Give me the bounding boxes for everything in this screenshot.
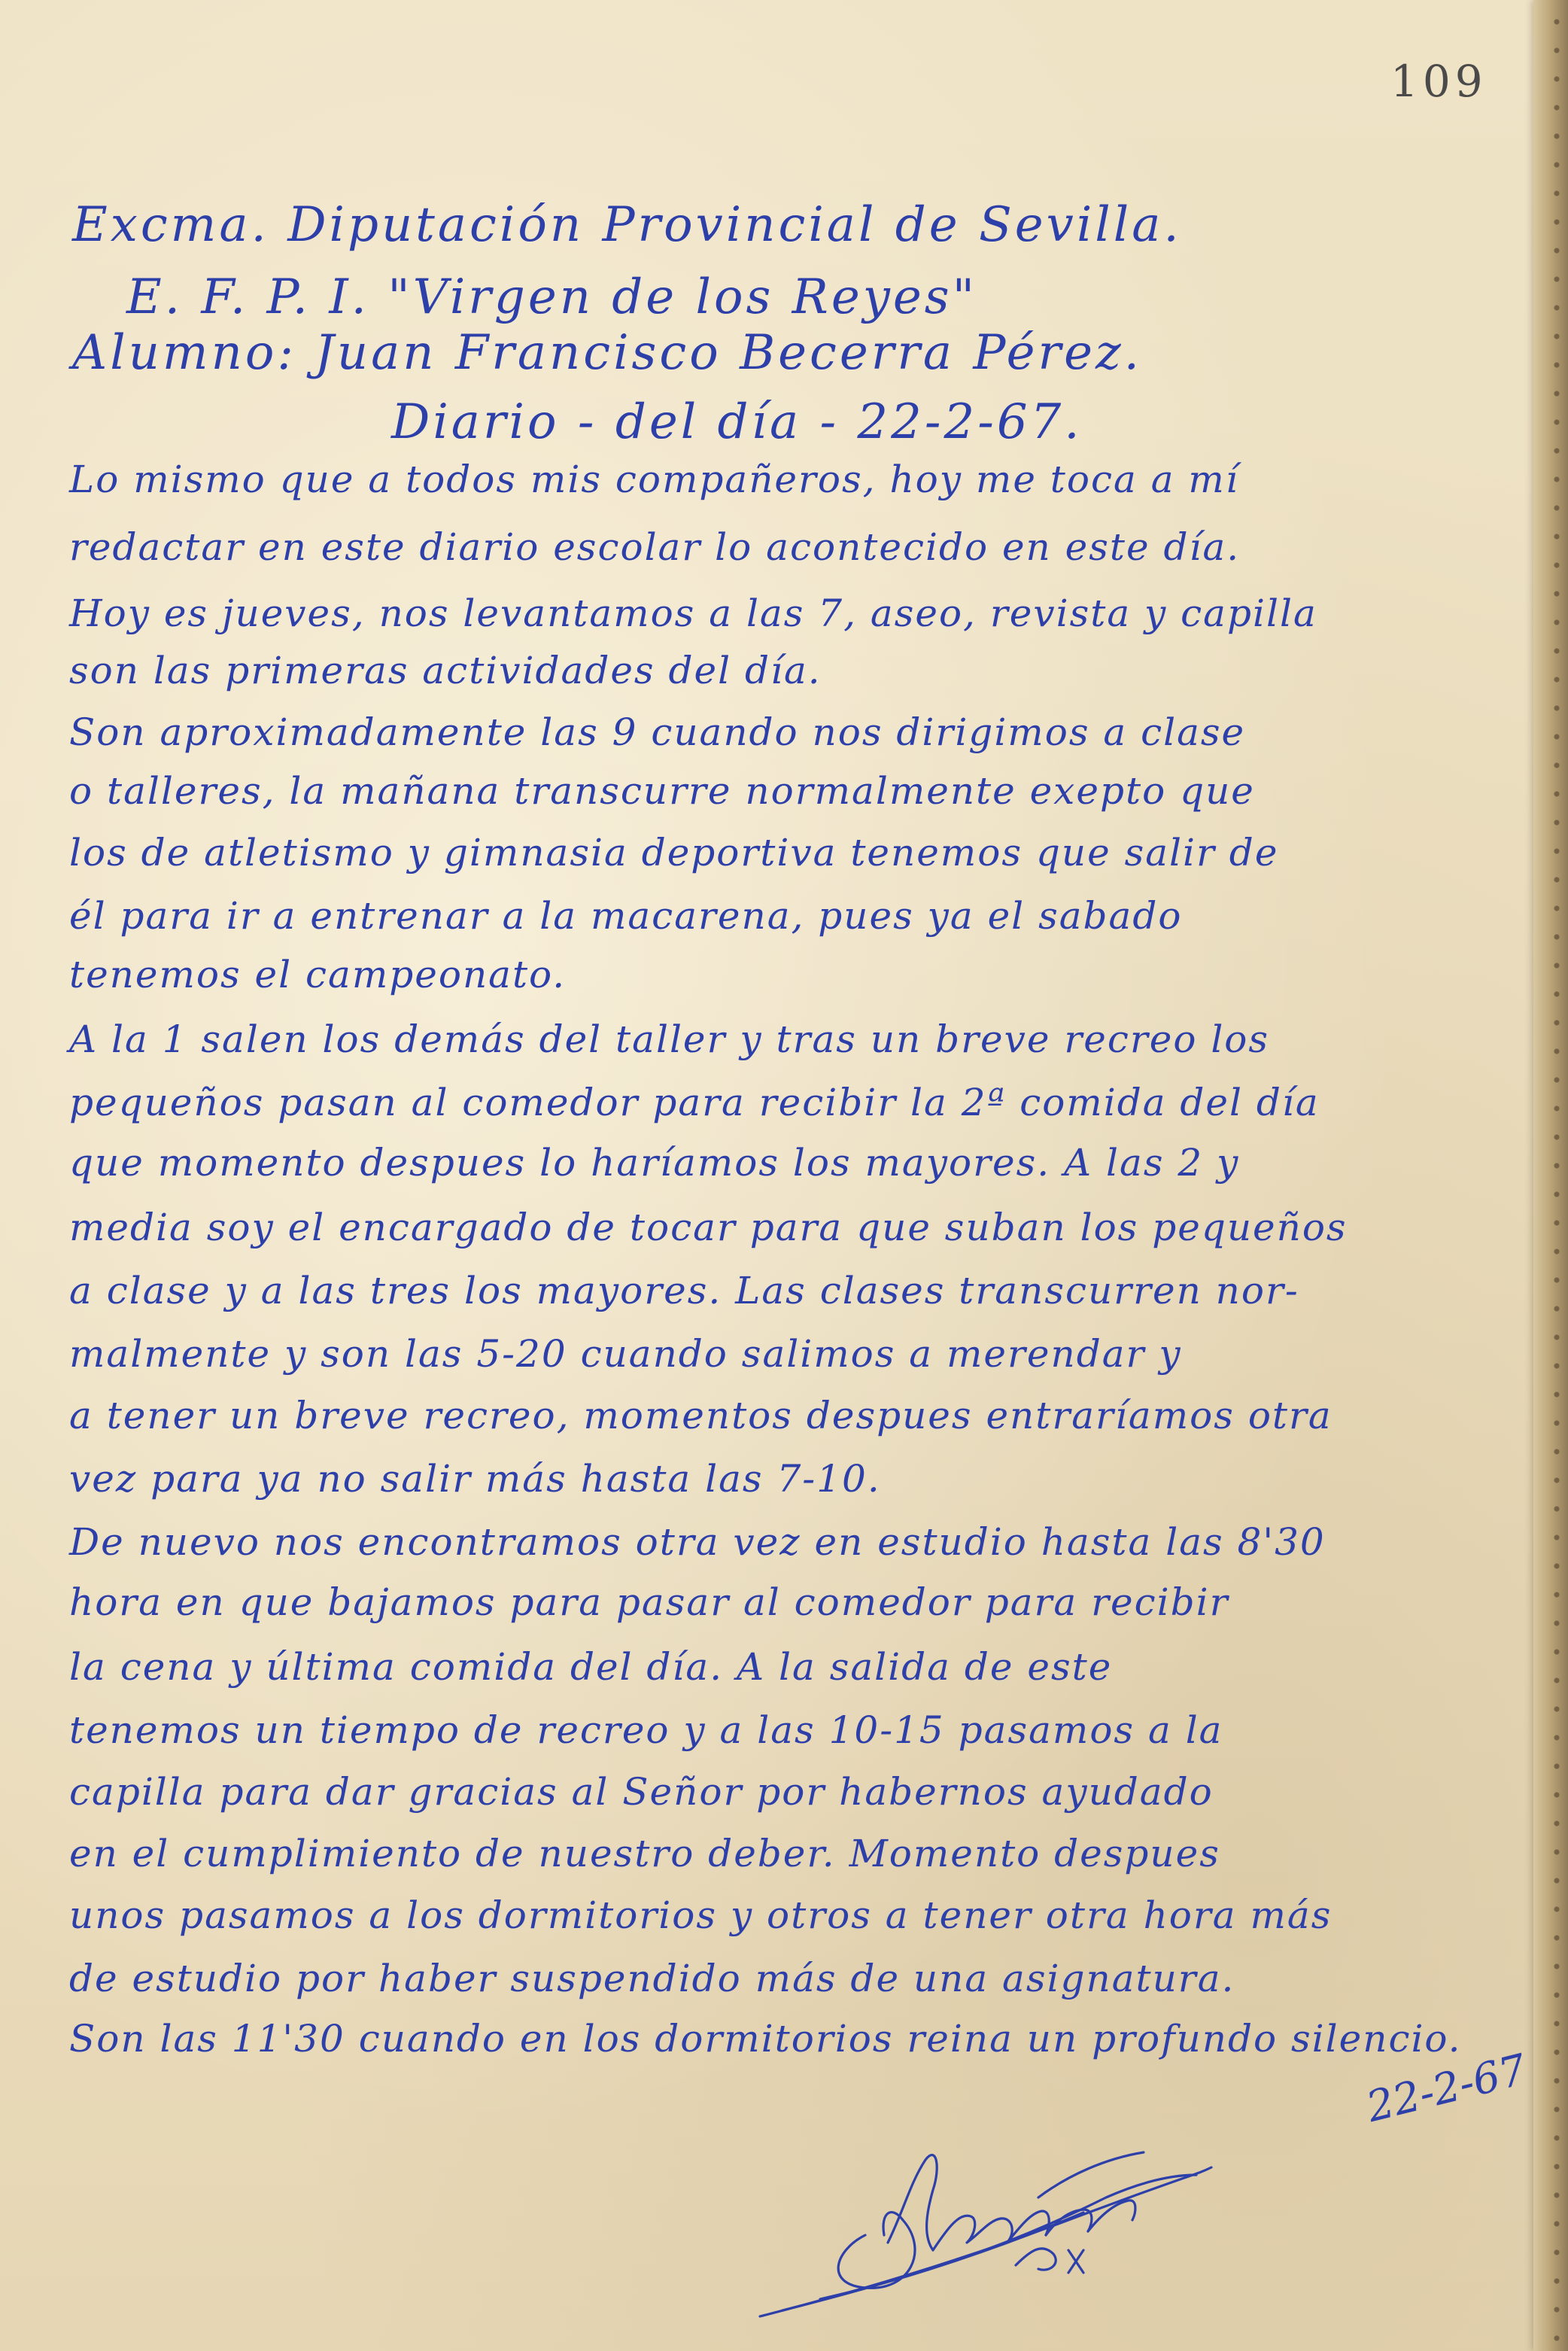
header-student: Alumno: Juan Francisco Becerra Pérez. — [72, 325, 1142, 381]
diary-line: media soy el encargado de tocar para que suban los pequeños — [69, 1206, 1348, 1249]
header-school: E. F. P. I. "Virgen de los Reyes" — [126, 269, 978, 325]
diary-line: capilla para dar gracias al Señor por habernos ayudado — [69, 1770, 1214, 1814]
diary-line: Son aproximadamente las 9 cuando nos dirigimos a clase — [69, 710, 1246, 754]
diary-line: Son las 11'30 cuando en los dormitorios reina un profundo silencio. — [69, 2017, 1462, 2061]
diary-line: De nuevo nos encontramos otra vez en estudio hasta las 8'30 — [69, 1520, 1326, 1564]
handwritten-date: 22-2-67 — [1362, 2045, 1532, 2133]
page-number: 109 — [1390, 56, 1487, 107]
diary-line: malmente y son las 5-20 cuando salimos a merendar y — [69, 1332, 1182, 1376]
diary-line: Lo mismo que a todos mis compañeros, hoy me toca a mí — [69, 458, 1239, 501]
diary-line: o talleres, la mañana transcurre normalmente exepto que — [69, 769, 1255, 813]
diary-line: él para ir a entrenar a la macarena, pues ya el sabado — [69, 894, 1183, 938]
header-institution: Excma. Diputación Provincial de Sevilla. — [72, 197, 1182, 253]
diary-line: redactar en este diario escolar lo acontecido en este día. — [69, 525, 1241, 569]
diary-line: la cena y última comida del día. A la salida de este — [69, 1645, 1113, 1689]
diary-line: vez para ya no salir más hasta las 7-10. — [69, 1457, 881, 1501]
diary-line: hora en que bajamos para pasar al comedor para recibir — [69, 1580, 1229, 1624]
diary-line: de estudio por haber suspendido más de una asignatura. — [69, 1957, 1235, 2000]
diary-line: unos pasamos a los dormitorios y otros a tener otra hora más — [69, 1893, 1332, 1937]
header-diary-title: Diario - del día - 22-2-67. — [391, 394, 1083, 450]
diary-line: son las primeras actividades del día. — [69, 649, 822, 692]
diary-line: pequeños pasan al comedor para recibir la 2ª comida del día — [69, 1081, 1320, 1124]
binding-stitching — [1533, 0, 1568, 2351]
signature-scribble — [752, 2122, 1219, 2333]
diary-line: Hoy es jueves, nos levantamos a las 7, aseo, revista y capilla — [69, 592, 1317, 635]
diary-line: tenemos un tiempo de recreo y a las 10-15 pasamos a la — [69, 1708, 1223, 1752]
diary-line: los de atletismo y gimnasia deportiva tenemos que salir de — [69, 831, 1279, 874]
diary-line: tenemos el campeonato. — [69, 953, 567, 996]
diary-line: A la 1 salen los demás del taller y tras un breve recreo los — [69, 1017, 1270, 1061]
diary-line: a tener un breve recreo, momentos despues entraríamos otra — [69, 1394, 1332, 1437]
diary-line: a clase y a las tres los mayores. Las clases transcurren nor- — [69, 1269, 1299, 1312]
diary-line: que momento despues lo haríamos los mayores. A las 2 y — [69, 1141, 1240, 1185]
diary-line: en el cumplimiento de nuestro deber. Momento despues — [69, 1832, 1220, 1875]
